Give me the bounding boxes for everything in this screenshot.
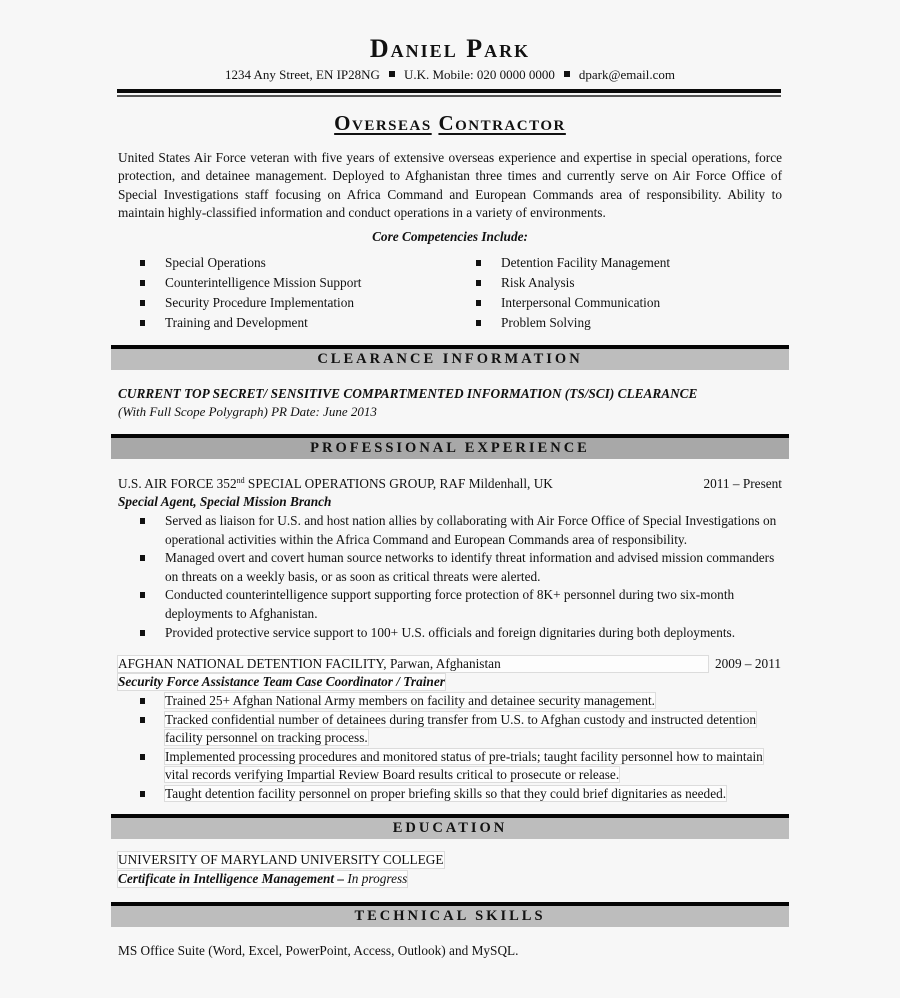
list-item: Served as liaison for U.S. and host nation allies by collaborating with Air Force Office of Special Investigations on operational activities within the Africa Command and European Commands area of responsibility. <box>140 512 785 549</box>
bullet-icon <box>140 791 145 797</box>
separator-square-icon <box>564 71 570 77</box>
email[interactable]: dpark@email.com <box>578 67 675 82</box>
competencies-left <box>140 254 460 334</box>
job-2-dates: 2009 – 2011 <box>715 656 781 671</box>
candidate-name: Daniel Park <box>369 34 531 63</box>
list-item: Tracked confidential number of detainees during transfer from U.S. to Afghan custody and instructed detention facility personnel on tracking process. <box>140 711 785 748</box>
contact-line <box>0 67 900 83</box>
bullet-icon <box>140 717 145 723</box>
job-1-bullets <box>140 512 785 642</box>
competency-item: Training and Development <box>140 314 460 334</box>
bullet-icon <box>476 280 481 286</box>
list-item: Provided protective service support to 100+ U.S. officials and foreign dignitaries during both deployments. <box>140 624 785 643</box>
competency-item: Detention Facility Management <box>476 254 796 274</box>
clearance-level: CURRENT TOP SECRET/ SENSITIVE COMPARTMENTED INFORMATION (TS/SCI) CLEARANCE <box>118 386 698 401</box>
bullet-icon <box>140 592 145 598</box>
bullet-icon <box>140 280 145 286</box>
separator-square-icon <box>389 71 395 77</box>
job-1-role: Special Agent, Special Mission Branch <box>118 494 332 509</box>
bullet-icon <box>140 698 145 704</box>
job-2-role: Security Force Assistance Team Case Coordinator / Trainer <box>118 674 445 689</box>
job-title: Overseas Contractor <box>334 111 566 135</box>
list-item: Implemented processing procedures and monitored status of pre-trials; taught facility personnel how to maintain vital records verifying Impartial Review Board results critical to prosecute or release. <box>140 748 785 785</box>
technical-skills-text: MS Office Suite (Word, Excel, PowerPoint, Access, Outlook) and MySQL. <box>118 943 519 958</box>
bullet-icon <box>476 260 481 266</box>
bullet-icon <box>140 320 145 326</box>
job-1-header <box>118 476 782 492</box>
bullet-icon <box>140 754 145 760</box>
section-header-clearance: CLEARANCE INFORMATION <box>111 345 789 370</box>
list-item: Conducted counterintelligence support supporting force protection of 8K+ personnel during two six-month deployments to Afghanistan. <box>140 586 785 623</box>
bullet-icon <box>140 555 145 561</box>
list-item: Managed overt and covert human source networks to identify threat information and advised mission commanders on threats on a weekly basis, or as soon as critical threats were alerted. <box>140 549 785 586</box>
header-rule-thick <box>117 89 781 93</box>
clearance-details: (With Full Scope Polygraph) PR Date: June 2013 <box>118 404 377 419</box>
section-header-skills: TECHNICAL SKILLS <box>111 902 789 927</box>
education-certificate: Certificate in Intelligence Management – In progress <box>118 871 408 886</box>
education-school: UNIVERSITY OF MARYLAND UNIVERSITY COLLEGE <box>118 852 444 867</box>
summary-paragraph: United States Air Force veteran with five years of extensive overseas experience and expertise in special operations, force protection, and detainee management. Deployed to Afghanistan three times and currently serve on Air Force Office of Special Investigations staff focusing on Africa Command and European Commands area of responsibility. Ability to maintain highly-classified information and conduct operations in a variety of environments. <box>118 150 782 221</box>
bullet-icon <box>476 320 481 326</box>
competency-item: Problem Solving <box>476 314 796 334</box>
bullet-icon <box>140 260 145 266</box>
list-item: Taught detention facility personnel on proper briefing skills so that they could brief dignitaries as needed. <box>140 785 785 804</box>
list-item: Trained 25+ Afghan National Army members on facility and detainee security management. <box>140 692 785 711</box>
address: 1234 Any Street, EN IP28NG <box>225 67 380 82</box>
section-header-experience: PROFESSIONAL EXPERIENCE <box>111 434 789 459</box>
competency-item: Security Procedure Implementation <box>140 294 460 314</box>
competency-item: Risk Analysis <box>476 274 796 294</box>
bullet-icon <box>140 300 145 306</box>
core-competencies-heading: Core Competencies Include: <box>372 229 528 244</box>
job-1-org: U.S. AIR FORCE 352nd SPECIAL OPERATIONS GROUP, RAF Mildenhall, UK <box>118 476 553 491</box>
job-2-bullets <box>140 692 785 804</box>
job-1-dates: 2011 – Present <box>703 476 782 491</box>
competency-item: Counterintelligence Mission Support <box>140 274 460 294</box>
competency-item: Interpersonal Communication <box>476 294 796 314</box>
job-2-org: AFGHAN NATIONAL DETENTION FACILITY, Parwan, Afghanistan <box>118 656 708 672</box>
competency-item: Special Operations <box>140 254 460 274</box>
bullet-icon <box>140 630 145 636</box>
bullet-icon <box>140 518 145 524</box>
competencies-right <box>476 254 796 334</box>
section-header-education: EDUCATION <box>111 814 789 839</box>
mobile: U.K. Mobile: 020 0000 0000 <box>403 67 555 82</box>
header-rule-thin <box>117 95 781 97</box>
job-2-header <box>118 656 781 672</box>
bullet-icon <box>476 300 481 306</box>
